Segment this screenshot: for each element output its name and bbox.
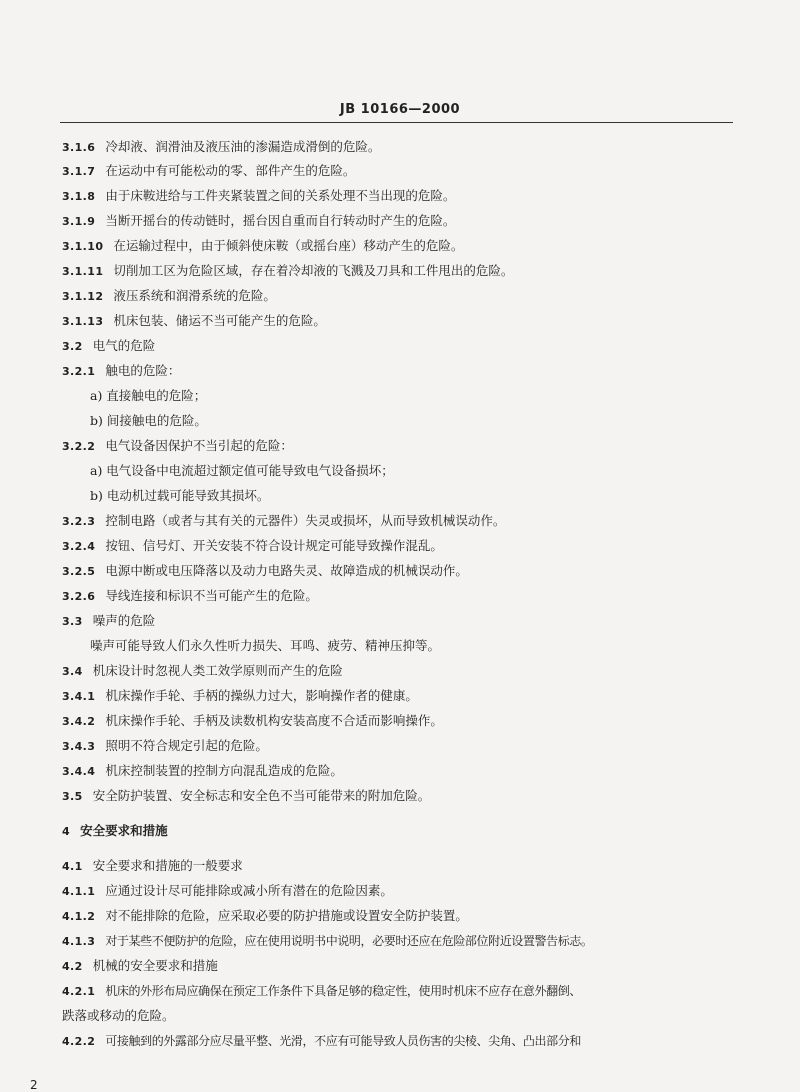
clause-line: 3.1.8 由于床鞍进给与工件夹紧装置之间的关系处理不当出现的危险。 bbox=[62, 188, 456, 203]
clause-line: 3.2.3 控制电路（或者与其有关的元器件）失灵或损坏，从而导致机械误动作。 bbox=[62, 513, 506, 528]
list-item: b) 间接触电的危险。 bbox=[90, 413, 207, 428]
section-heading: 3.2 电气的危险 bbox=[62, 338, 156, 353]
section-heading: 4.2 机械的安全要求和措施 bbox=[62, 958, 218, 973]
document-header: JB 10166—2000 bbox=[339, 102, 461, 117]
list-item: b) 电动机过载可能导致其损坏。 bbox=[90, 488, 270, 503]
clause-line: 3.2.6 导线连接和标识不当可能产生的危险。 bbox=[62, 588, 318, 603]
paragraph: 噪声可能导致人们永久性听力损失、耳鸣、疲劳、精神压抑等。 bbox=[90, 638, 441, 653]
clause-line: 3.1.9 当断开摇台的传动链时，摇台因自重而自行转动时产生的危险。 bbox=[62, 213, 456, 228]
clause-line: 4.2.2 可接触到的外露部分应尽量平整、光滑，不应有可能导致人员伤害的尖棱、尖角、凸出部分和 bbox=[62, 1034, 581, 1048]
clause-line: 4.1.3 对于某些不便防护的危险，应在使用说明书中说明，必要时还应在危险部位附近设置警告标志。 bbox=[62, 934, 593, 948]
clause-line: 3.1.12 液压系统和润滑系统的危险。 bbox=[62, 288, 276, 303]
clause-line: 3.4.1 机床操作手轮、手柄的操纵力过大，影响操作者的健康。 bbox=[62, 688, 418, 703]
section-heading: 4.1 安全要求和措施的一般要求 bbox=[62, 858, 243, 873]
clause-line: 3.2.1 触电的危险： bbox=[62, 363, 181, 378]
clause-line: 3.4.2 机床操作手轮、手柄及读数机构安装高度不合适而影响操作。 bbox=[62, 713, 443, 728]
clause-line: 3.1.6 冷却液、润滑油及液压油的渗漏造成滑倒的危险。 bbox=[62, 139, 381, 154]
clause-line: 3.1.13 机床包装、储运不当可能产生的危险。 bbox=[62, 313, 326, 328]
clause-line: 3.2.5 电源中断或电压降落以及动力电路失灵、故障造成的机械误动作。 bbox=[62, 563, 468, 578]
list-item: a) 直接触电的危险； bbox=[90, 388, 207, 403]
section-heading: 3.4 机床设计时忽视人类工效学原则而产生的危险 bbox=[62, 663, 343, 678]
chapter-heading: 4 安全要求和措施 bbox=[62, 823, 168, 838]
clause-line: 4.1.2 对不能排除的危险，应采取必要的防护措施或设置安全防护装置。 bbox=[62, 908, 468, 923]
clause-line: 3.2.4 按钮、信号灯、开关安装不符合设计规定可能导致操作混乱。 bbox=[62, 538, 443, 553]
clause-line: 3.1.11 切削加工区为危险区域，存在着冷却液的飞溅及刀具和工件甩出的危险。 bbox=[62, 263, 514, 278]
list-item: a) 电气设备中电流超过额定值可能导致电气设备损坏； bbox=[90, 463, 394, 478]
clause-continuation: 跌落或移动的危险。 bbox=[62, 1008, 175, 1023]
clause-line: 3.4.3 照明不符合规定引起的危险。 bbox=[62, 738, 268, 753]
section-heading: 3.5 安全防护装置、安全标志和安全色不当可能带来的附加危险。 bbox=[62, 788, 431, 803]
clause-line: 4.2.1 机床的外形布局应确保在预定工作条件下具备足够的稳定性，使用时机床不应存在意外翻倒、 bbox=[62, 984, 581, 998]
clause-line: 3.1.10 在运输过程中，由于倾斜使床鞍（或摇台座）移动产生的危险。 bbox=[62, 238, 464, 253]
clause-line: 4.1.1 应通过设计尽可能排除或减小所有潜在的危险因素。 bbox=[62, 883, 393, 898]
section-heading: 3.3 噪声的危险 bbox=[62, 613, 156, 628]
page-number: 2 bbox=[30, 1078, 38, 1092]
clause-line: 3.4.4 机床控制装置的控制方向混乱造成的危险。 bbox=[62, 763, 343, 778]
clause-line: 3.1.7 在运动中有可能松动的零、部件产生的危险。 bbox=[62, 163, 356, 178]
clause-line: 3.2.2 电气设备因保护不当引起的危险： bbox=[62, 438, 293, 453]
